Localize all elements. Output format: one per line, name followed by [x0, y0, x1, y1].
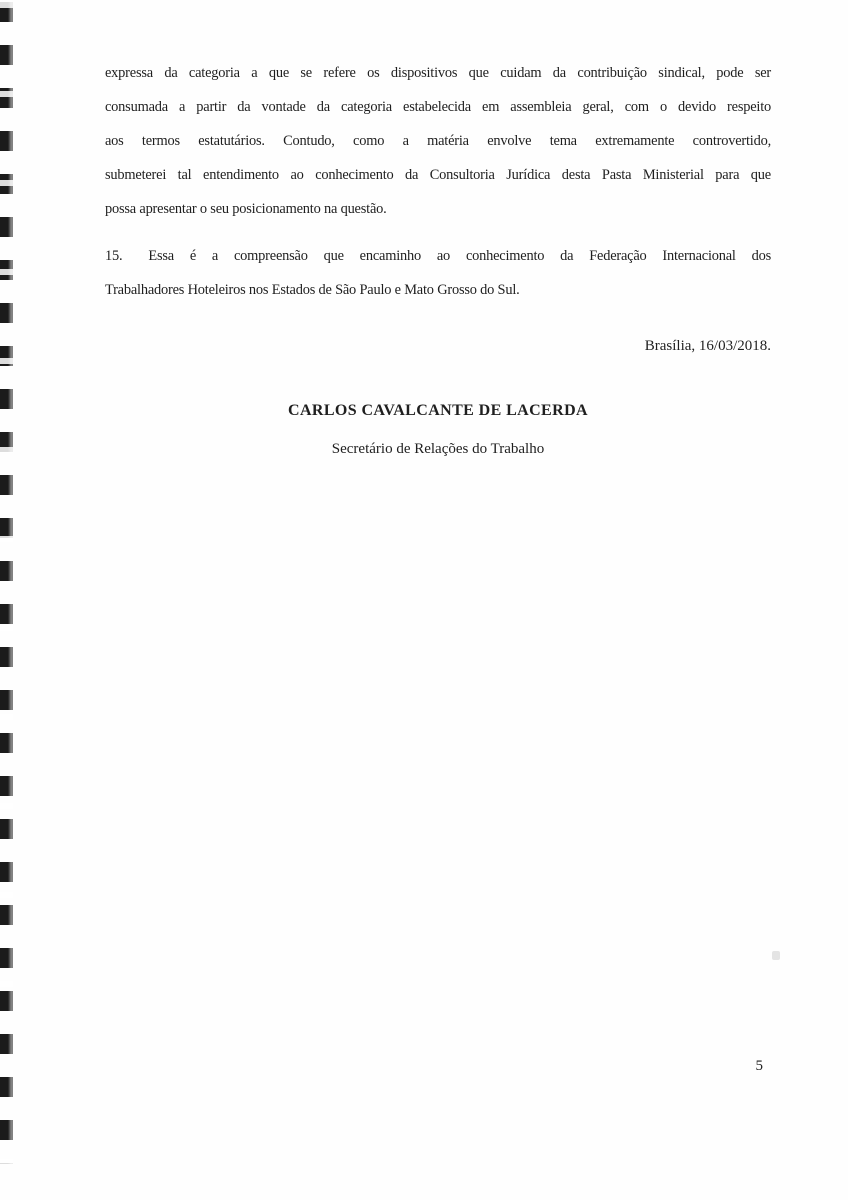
text-line: Trabalhadores Hoteleiros nos Estados de São Paulo e Mato Grosso do Sul. [105, 282, 520, 298]
text-line [105, 239, 771, 273]
signatory-name: CARLOS CAVALCANTE DE LACERDA [288, 402, 588, 419]
text-line: Essa é a compreensão que encaminho ao conhecimento da Federação Internacional dos [148, 248, 771, 264]
signatory-role: Secretário de Relações do Trabalho [331, 441, 545, 457]
body-paragraph [105, 56, 771, 226]
item-15-paragraph [105, 239, 771, 307]
page-number: 5 [755, 1058, 763, 1074]
scan-speck [772, 951, 780, 960]
document-content [105, 0, 771, 466]
text-line: submeterei tal entendimento ao conhecimento da Consultoria Jurídica desta Pasta Ministerial para que [105, 167, 771, 183]
text-line: possa apresentar o seu posicionamento na questão. [105, 201, 387, 217]
text-line: aos termos estatutários. Contudo, como a matéria envolve tema extremamente controvertido, [105, 133, 771, 149]
paragraph-number: 15. [105, 248, 123, 264]
dateline: Brasília, 16/03/2018. [644, 338, 771, 354]
text-line: consumada a partir da vontade da categoria estabelecida em assembleia geral, com o devido respeito [105, 99, 771, 115]
scanner-edge-artifacts [0, 2, 13, 1164]
text-line: expressa da categoria a que se refere os dispositivos que cuidam da contribuição sindical, pode ser [105, 65, 771, 81]
